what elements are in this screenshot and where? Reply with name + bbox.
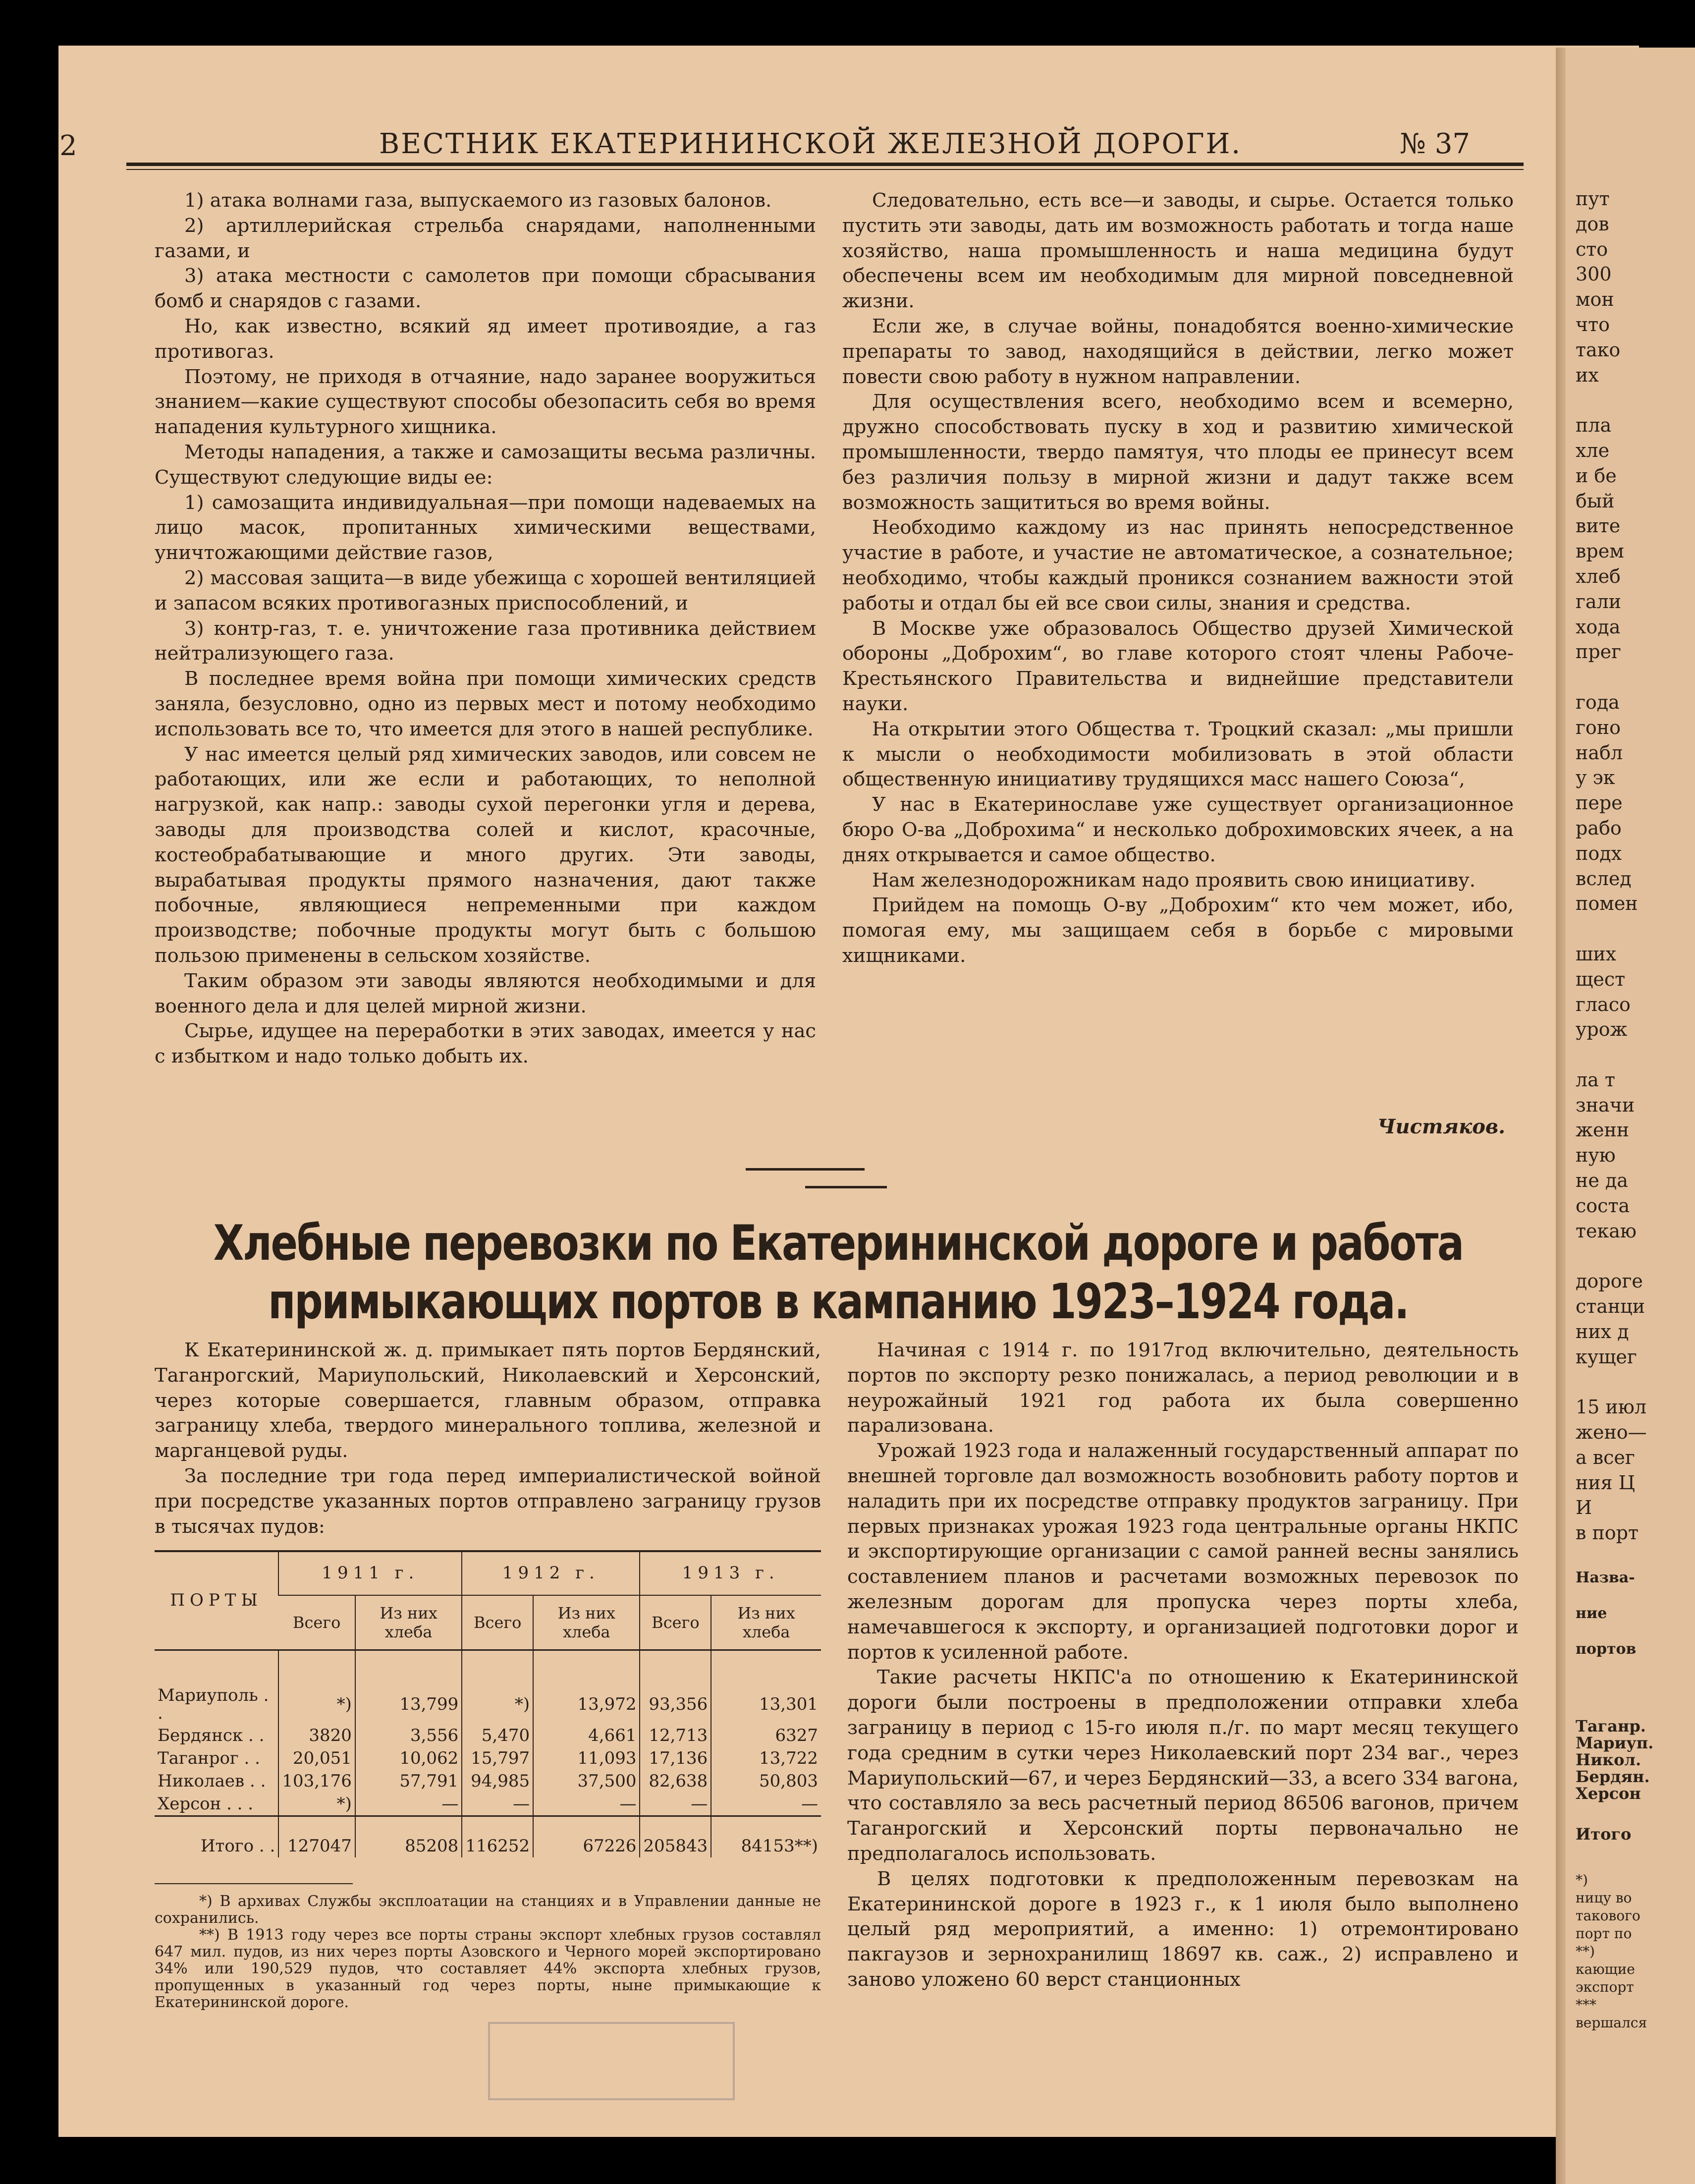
table-cell: 4,661 [533, 1724, 640, 1747]
year-header: 1912 г. [462, 1551, 640, 1595]
paragraph: Методы нападения, а также и самозащиты весьма различны. Существуют следующие виды ее: [155, 441, 816, 489]
paragraph: 1) атака волнами газа, выпускаемого из газовых балонов. [184, 189, 772, 212]
table-cell: — [711, 1792, 821, 1816]
ports-export-table [155, 1551, 821, 1857]
next-page-total: Итого [1576, 1825, 1632, 1844]
sub-header-total: Всего [278, 1595, 355, 1650]
total-cell: 116252 [462, 1816, 533, 1858]
table-cell: 3,556 [355, 1724, 462, 1747]
total-cell: 85208 [355, 1816, 462, 1858]
sub-header-grain: Из них хлеба [711, 1595, 821, 1650]
sub-header-total: Всего [640, 1595, 711, 1650]
table-cell: 103,176 [278, 1770, 355, 1792]
next-page-notes: *) ницу во такового порт по **) кающие экспорт *** вершался [1576, 1872, 1647, 2031]
port-name: Мариуполь . . [158, 1685, 269, 1723]
paragraph: Нам железнодорожникам надо проявить свою инициативу. [872, 869, 1476, 892]
port-name: Бердянск . . [158, 1726, 265, 1745]
paragraph: 2) массовая защита—в виде убежища с хорошей вентиляцией и запасом всяких противогазных приспособлений, и [155, 566, 816, 615]
next-page-strip [1566, 48, 1695, 2184]
table-cell: — [355, 1792, 462, 1816]
paragraph: Таким образом эти заводы являются необходимыми и для военного дела и для целей мирной жизни. [155, 969, 816, 1017]
table-cell: 20,051 [278, 1747, 355, 1770]
issue-number: № 37 [1400, 128, 1471, 160]
paragraph: В целях подготовки к предположенным перевозкам на Екатерининской дороге в 1923 г., к 1 июля было выполнено целый ряд мероприятий, а именно: 1) отремонтировано пакгаузов и зернохранилищ 18697 кв. саж., 2) исправлено и заново уложено 60 верст станционных [847, 1867, 1519, 1991]
paragraph: Поэтому, не приходя в отчаяние, надо заранее вооружиться знанием—какие существуют способы обезопасить себя во время нападения культурного хищника. [155, 365, 816, 439]
article-headline: Хлебные перевозки по Екатерининской дороге и работа примыкающих портов в кампанию 1923–1924 года. [213, 1215, 1463, 1330]
paragraph: В последнее время война при помощи химических средств заняла, безусловно, одно из первых мест и потому необходимо использовать все то, что имеется для этого в нашей республике. [155, 668, 816, 740]
sub-header-grain: Из них хлеба [355, 1595, 462, 1650]
year-header: 1913 г. [640, 1551, 821, 1595]
table-cell: 50,803 [711, 1770, 821, 1792]
section-separator [746, 1168, 865, 1171]
paragraph: Следовательно, есть все—и заводы, и сырье. Остается только пустить эти заводы, дать им возможность работать и тогда наше хозяйство, наша промышленность и наша медицина будут обеспечены всем им необходимым для мирной повседневной жизни. [842, 189, 1514, 313]
table-cell: 10,062 [355, 1747, 462, 1770]
paragraph: Урожай 1923 года и налаженный государственный аппарат по внешней торговле дал возможность возобновить работу портов и наладить при их посредстве отправку продуктов заграницу. При первых признаках урожая 1923 года центральные органы НКПС и экспортирующие организации с самой ранней весны занялись составлением планов и расчетами возможных перевозок по железным дорогам для пропуска через порты хлеба, намечавшегося к экспорту, и организацией подготовки дорог и портов к усиленной работе. [847, 1440, 1519, 1664]
table-cell: 3820 [278, 1724, 355, 1747]
table-cell: — [533, 1792, 640, 1816]
next-page-table-rows: Таганр. Мариуп. Никол. Бердян. Херсон [1576, 1717, 1654, 1803]
table-cell: *) [278, 1792, 355, 1816]
page-number: 2 [59, 130, 77, 162]
total-cell: 67226 [533, 1816, 640, 1858]
total-cell: 205843 [640, 1816, 711, 1858]
table-cell: *) [278, 1684, 355, 1724]
next-page-text: пут дов сто 300 мон что тако их пла хле и бе бый вите врем хлеб гали хода прег года гоно набл у эк пере рабо подх вслед помен ших щест гласо урож ла т значи женн ную не да соста текаю дороге станци них д кущег 15 июл жено— а всег ния Ц И в порт [1576, 188, 1647, 1544]
port-name: Таганрог . . [158, 1748, 260, 1768]
paragraph: Но, как известно, всякий яд имеет противоядие, а газ противогаз. [155, 315, 816, 363]
table-total-row [155, 1816, 821, 1858]
table-cell: 57,791 [355, 1770, 462, 1792]
sub-header-grain: Из них хлеба [533, 1595, 640, 1650]
table-cell: 6327 [711, 1724, 821, 1747]
table-row [155, 1747, 821, 1770]
table-cell: 17,136 [640, 1747, 711, 1770]
year-header: 1911 г. [278, 1551, 462, 1595]
port-name: Николаев . . [158, 1771, 266, 1791]
paragraph: В Москве уже образовалось Общество друзей Химической обороны „Доброхим“, во главе которого стоят члены Рабоче-Крестьянского Правительства и виднейшие представители науки. [842, 617, 1514, 715]
table-cell: 94,985 [462, 1770, 533, 1792]
paragraph: Такие расчеты НКПС'а по отношению к Екатерининской дороги были построены в предположении отправки хлеба заграницу в период с 15-го июля п./г. по март месяц текущего года средним в сутки через Николаевский порт 234 ваг., через Мариупольский—67, и через Бердянский—33, а всего 334 вагона, что составляло за весь расчетный период 86506 вагонов, причем Таганрогский и Херсонский порты первоначально не предполагалось использовать. [847, 1666, 1519, 1865]
paragraph: У нас в Екатеринославе уже существует организационное бюро О-ва „Доброхима“ и несколько доброхимовских ячеек, а на днях открывается и самое общество. [842, 793, 1514, 866]
table-row [155, 1792, 821, 1816]
table-cell: 5,470 [462, 1724, 533, 1747]
paragraph: 2) артиллерийская стрельба снарядами, наполненными газами, и [155, 214, 816, 262]
paragraph: Сырье, идущее на переработки в этих заводах, имеется у нас с избытком и надо только добыть их. [155, 1020, 816, 1068]
bottom-right-column [847, 1338, 1519, 1993]
paragraph: За последние три года перед империалистической войной при посредстве указанных портов отправлено заграницу грузов в тысячах пудов: [155, 1464, 821, 1538]
table-cell: — [640, 1792, 711, 1816]
table-row [155, 1684, 821, 1724]
top-left-column [155, 188, 816, 1069]
library-stamp [488, 2022, 735, 2100]
paragraph: Необходимо каждому из нас принять непосредственное участие в работе, и участие не автоматическое, а сознательное; необходимо, чтобы каждый проникся сознанием важности этой работы и отдал бы ей все свои силы, знания и средства. [842, 516, 1514, 615]
section-separator [805, 1186, 887, 1188]
paragraph: 3) контр-газ, т. е. уничтожение газа противника действием нейтрализующего газа. [155, 617, 816, 665]
paragraph: Прийдем на помощь О-ву „Доброхим“ кто чем может, ибо, помогая ему, мы защищаем себя в борьбе с мировыми хищниками. [842, 894, 1514, 967]
footnote: *) В архивах Службы эксплоатации на станциях и в Управлении данные не сохранились. [155, 1893, 821, 1927]
table-cell: 13,799 [355, 1684, 462, 1724]
paragraph: К Екатерининской ж. д. примыкает пять портов Бердянский, Таганрогский, Мариупольский, Николаевский и Херсонский, через которые совершается, главным образом, отправка заграницу хлеба, твердого минерального топлива, железной и марганцевой руды. [155, 1339, 821, 1462]
total-cell: 127047 [278, 1816, 355, 1858]
port-name: Херсон . . . [158, 1794, 254, 1814]
top-right-column [842, 188, 1514, 969]
next-page-table-head: Назва- ние портов [1576, 1569, 1637, 1658]
header-rule [126, 163, 1524, 166]
paragraph: Если же, в случае войны, понадобятся военно-химические препараты то завод, находящийся в действии, легко может повести свою работу в нужном направлении. [842, 315, 1514, 388]
paragraph: Начиная с 1914 г. по 1917год включительно, деятельность портов по экспорту резко понижалась, а период революции и в неурожайный 1921 год работа их была совершенно парализована. [847, 1339, 1519, 1437]
table-cell: *) [462, 1684, 533, 1724]
table-cell: 93,356 [640, 1684, 711, 1724]
table-cell: 15,797 [462, 1747, 533, 1770]
ports-header: ПОРТЫ [155, 1551, 278, 1650]
paragraph: 3) атака местности с самолетов при помощи сбрасывания бомб и снарядов с газами. [155, 265, 816, 313]
table-cell: 11,093 [533, 1747, 640, 1770]
footnote-rule [155, 1883, 353, 1884]
newspaper-title: ВЕСТНИК ЕКАТЕРИНИНСКОЙ ЖЕЛЕЗНОЙ ДОРОГИ. [379, 128, 1242, 160]
paragraph: У нас имеется целый ряд химических заводов, или совсем не работающих, или же если и работающих, то неполной нагрузкой, как напр.: заводы сухой перегонки угля и дерева, заводы для производства солей и кислот, красочные, костеобрабатывающие и много других. Эти заводы, вырабатывая продукты прямого назначения, дают также побочные, являющиеся непременными при каждом производстве; побочные продукты могут быть с большою пользою применены в сельском хозяйстве. [155, 743, 816, 967]
table-cell: 12,713 [640, 1724, 711, 1747]
table-cell: 82,638 [640, 1770, 711, 1792]
author-signature: Чистяков. [1377, 1115, 1506, 1138]
page-fold [1556, 48, 1567, 2184]
sub-header-total: Всего [462, 1595, 533, 1650]
table-cell: 37,500 [533, 1770, 640, 1792]
table-cell: 13,301 [711, 1684, 821, 1724]
table-cell: 13,972 [533, 1684, 640, 1724]
footnotes [155, 1893, 821, 2011]
paragraph: Для осуществления всего, необходимо всем и всемерно, дружно способствовать пуску в ход и развитию химической промышленности, твердо памятуя, что плоды ее принесут всем без различия пользу в мирной жизни и дадут также всем возможность защититься во время войны. [842, 391, 1514, 514]
footnote: **) В 1913 году через все порты страны экспорт хлебных грузов составлял 647 мил. пудов, из них через порты Азовского и Черного морей экспортировано 34% или 190,529 пудов, что составляет 44% экспорта хлебных грузов, пропущенных в указанный год через порты, ныне примыкающие к Екатерининской дороге. [155, 1926, 821, 2011]
total-cell: 84153**) [711, 1816, 821, 1858]
paragraph: На открытии этого Общества т. Троцкий сказал: „мы пришли к мысли о необходимости мобилизовать в этой области общественную инициативу трудящихся масс нашего Союза“, [842, 718, 1514, 791]
table-row [155, 1770, 821, 1792]
table-cell: 13,722 [711, 1747, 821, 1770]
bottom-left-column [155, 1338, 821, 1539]
total-label: Итого . . [155, 1816, 278, 1858]
table-cell: — [462, 1792, 533, 1816]
header-rule-thin [126, 169, 1524, 170]
paragraph: 1) самозащита индивидуальная—при помощи надеваемых на лицо масок, пропитанных химическими веществами, уничтожающими действие газов, [155, 491, 816, 564]
table-row [155, 1724, 821, 1747]
